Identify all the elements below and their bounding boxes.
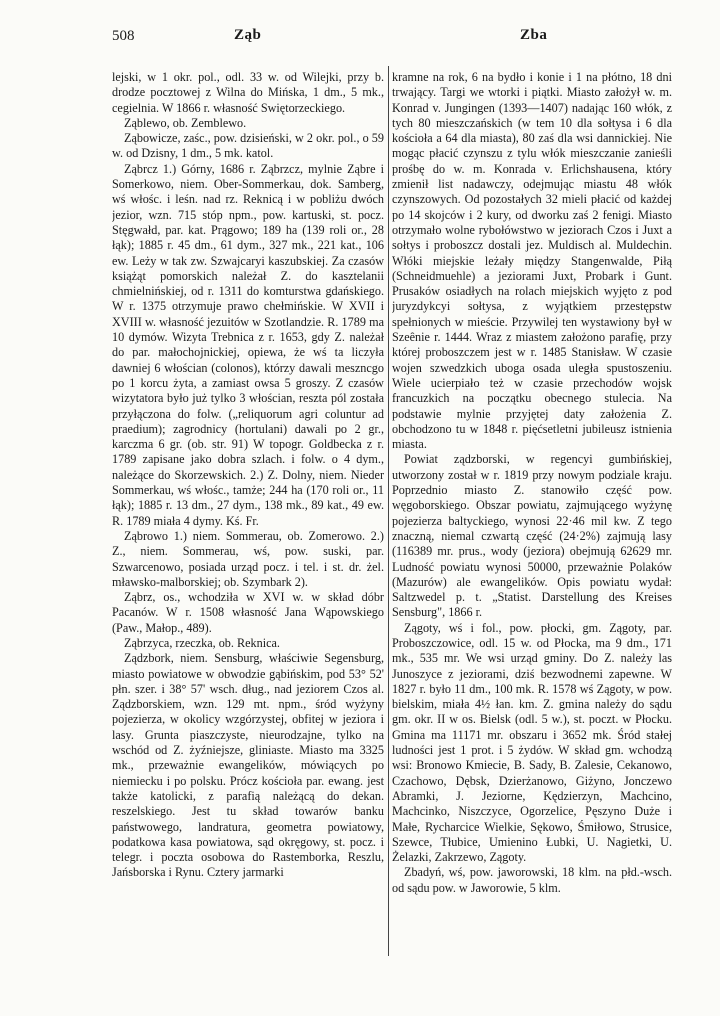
page-number: 508 — [112, 28, 135, 44]
header-guide-word-left: Ząb — [234, 27, 262, 43]
entry-paragraph: Ząbrz, os., wchodziła w XVI w. w skład dóbr Pacanów. W r. 1508 własność Jana Wąpowskiego (Paw., Małop., 489). — [112, 590, 384, 635]
left-column — [112, 70, 384, 960]
entry-paragraph: Zągoty, wś i fol., pow. płocki, gm. Zągoty, par. Proboszczowice, odl. 15 w. od Płocka, ma 9 dm., 171 mk., 535 mr. We wsi urząd gminy. Do Z. należy las Junoszyce z jeziorami, dziś bezwodnemi zapewne. W 1827 r. było 11 dm., 100 mk. R. 1578 wś Zągoty, w pow. bielskim, miała 4½ łan. km. Z. gmina należy do sądu gm. okr. II w os. Bielsk (odl. 5 w.), st. poczt. w Płocku. Gmina ma 11171 mr. obszaru i 3652 mk. Śród stałej ludności jest 1 prot. i 5 żydów. W skład gm. wchodzą wsi: Bronowo Kmiecie, B. Sady, B. Zalesie, Cekanowo, Czachowo, Dębsk, Dzierżanowo, Giżyno, Jonczewo Abramki, J. Jeziorne, Kędzierzyn, Machcino, Machcinko, Niszczyce, Ogorzelice, Pęszyno Duże i Małe, Rycharcice Wielkie, Sękowo, Śmiłowo, Strusice, Szewce, Tłubice, Umienino Łubki, U. Nagietki, U. Żelazki, Zakrzewo, Zągoty. — [392, 620, 672, 865]
entry-paragraph: Ząbrcz 1.) Górny, 1686 r. Ząbrzcz, mylnie Ząbre i Somerkowo, niem. Ober-Sommerkau, dok. Samberg, wś włośc. i leśn. nad rz. Reknicą i w pobliżu dwóch jezior, wzn. 715 stóp npm., pow. kartuski, st. pocz. Stęgwałd, par. kat. Prągowo; 189 ha (139 roli or., 28 łąk); 1885 r. 45 dm., 61 dym., 327 mk., 221 kat., 106 ew. Leży w tak zw. Szwajcaryi kaszubskiej. Za czasów książąt pomorskich należał Z. do kasztelanii chmielnińskiej, od r. 1311 do komturstwa gdańskiego. W r. 1375 otrzymuje prawo chełmińskie. W XVII i XVIII w. własność jezuitów w Szotlandzie. R. 1789 ma 10 dymów. Wizyta Trebnica z r. 1653, gdy Z. należał do par. małochojnickiej, opiewa, że wś ta liczyła dawniej 6 włościan (colonos), którzy dawali meszncgo po 1 korcu żyta, a zamiast owsa 5 groszy. Z czasów wizytatora było już tylko 3 włościan, reszta pól została przyłączona do folw. („reliquorum agri coluntur ad praedium); zagrodnicy (hortulani) dawali po 2 gr., karczma 6 gr. (ob. str. 91) W topogr. Goldbecka z r. 1789 zapisane jako dobra szlach. i folw. o 4 dym., należące do Skorzewskich. 2.) Z. Dolny, niem. Nieder Sommerkau, wś włośc., tamże; 244 ha (170 roli or., 11 łąk); 1885 r. 13 dm., 27 dym., 138 mk., 89 kat., 49 ew. R. 1789 miała 4 dymy. Kś. Fr. — [112, 161, 384, 528]
entry-paragraph: Ząbrzyca, rzeczka, ob. Reknica. — [124, 635, 280, 650]
right-column — [392, 70, 672, 960]
entry-paragraph: lejski, w 1 okr. pol., odl. 33 w. od Wilejki, przy b. drodze pocztowej z Wilna do Mińska, 1 dm., 5 mk., cegielnia. W 1866 r. własność Swiętorzeckiego. — [112, 70, 384, 115]
entry-paragraph: Ządzbork, niem. Sensburg, właściwie Segensburg, miasto powiatowe w obwodzie gąbińskim, pod 53° 52' płn. szer. i 38° 57' wsch. dług., nad jeziorem Czos al. Ządzborskiem, wzn. 129 mt. npm., śród wyżyny pojezierza, w okolicy wzgórzystej, obfitej w jeziora i lasy. Grunta piaszczyste, nieurodzajne, tylko na wschód od Z. żyźniejsze, gliniaste. Miasto ma 3325 mk., przeważnie ewangelików, mówiących po niemiecku i po polsku. Prócz kościoła par. ewang. jest także katolicki, z parafią należącą do dekan. reszelskiego. Jest tu skład towarów banku państwowego, landratura, geometra powiatowy, podatkowa kasa powiatowa, sąd okręgowy, st. pocz. i telegr. i poczta osobowa do Rastemborka, Reszlu, Jańsborska i Rynu. Cztery jarmarki — [112, 651, 384, 880]
entry-paragraph: kramne na rok, 6 na bydło i konie i 1 na płótno, 18 dni trwający. Targi we wtorki i piątki. Miasto założył w. m. Konrad v. Jungingen (1393—1407) nadając 160 włók, z tych 80 mieszczańskich (w tem 10 dla sołtysa i 6 dla kościoła a 64 dla miasta), 80 zaś dla wsi dannickiej. Nie mogąc płacić czynszu z tylu włók mieszczanie zanieśli prośbę do w. m. Konrada v. Erlichshausena, który zmienił list nadawczy, odejmując miastu 48 włók czynszowych. Od pozostałych 32 mieli płacić od każdej po 14 skojców i 2 kury, od dworku zaś 2 fenigi. Miasto otrzymało wolne rybołówstwo w jeziorach Czos i Juxt a sołtys i proboszcz dostali jez. Muldisch al. Muldechin. Włóki miejskie leżały między Stangenwalde, Piłą (Schneidmuehle) a jeziorami Juxt, Probark i Gunt. Prusaków osiadłych na rolach miejskich wyjęto z pod juryzdykcyi sołtysa, z wyjątkiem przestępstw spełnionych w mieście. Przywilej ten wystawiony był w Szeênie r. 1444. Wraz z miastem założono parafię, przy której proboszczem jest w r. 1485 Stanisław. W czasie wojen szwedzkich uboga osada uległa spustoszeniu. Wiele ucierpiało też w czasie przechodów wojsk francuzkich na początku obecnego stulecia. Na podstawie mylnie przyjętej daty założenia Z. obchodzono tu w 1848 r. pięćsetletni jubileusz istnienia miasta. — [392, 70, 672, 452]
entry-paragraph: Ząbrowo 1.) niem. Sommerau, ob. Zomerowo. 2.) Z., niem. Sommerau, wś, pow. suski, par. Szwarcenowo, posiada urząd pocz. i tel. i st. dr. żel. mławsko-malborskiej; ob. Szymbark 2). — [112, 528, 384, 589]
entry-paragraph: Ząblewo, ob. Zemblewo. — [124, 115, 247, 130]
entry-paragraph: Zbadyń, wś, pow. jaworowski, 18 klm. na płd.-wsch. od sądu pow. w Jaworowie, 5 klm. — [392, 865, 672, 895]
entry-paragraph: Powiat ządzborski, w regencyi gumbińskiej, utworzony został w r. 1819 przy nowym podziale kraju. Poprzednio miasto Z. stanowiło część pow. węgoborskiego. Obszar powiatu, zajmującego wyżynę pojezierza baltyckiego, wynosi 22·46 mil kw. Z tego znaczną, niemal czwartą część (24·2%) zajmują lasy (116389 mr. prus., wody (jeziora) obejmują 62629 mr. Ludność powiatu wynosi 50000, przeważnie Polaków (Mazurów) ale ewangelików. Opis powiatu wydał: Saltzwedel p. t. „Statist. Darstellung des Kreises Sensburg", 1866 r. — [392, 452, 672, 620]
column-divider — [388, 66, 389, 956]
entry-paragraph: Ząbowicze, zaśc., pow. dzisieński, w 2 okr. pol., o 59 w. od Dzisny, 1 dm., 5 mk. katol. — [112, 131, 384, 161]
header-guide-word-right: Zba — [520, 27, 548, 43]
page-header — [112, 28, 674, 48]
